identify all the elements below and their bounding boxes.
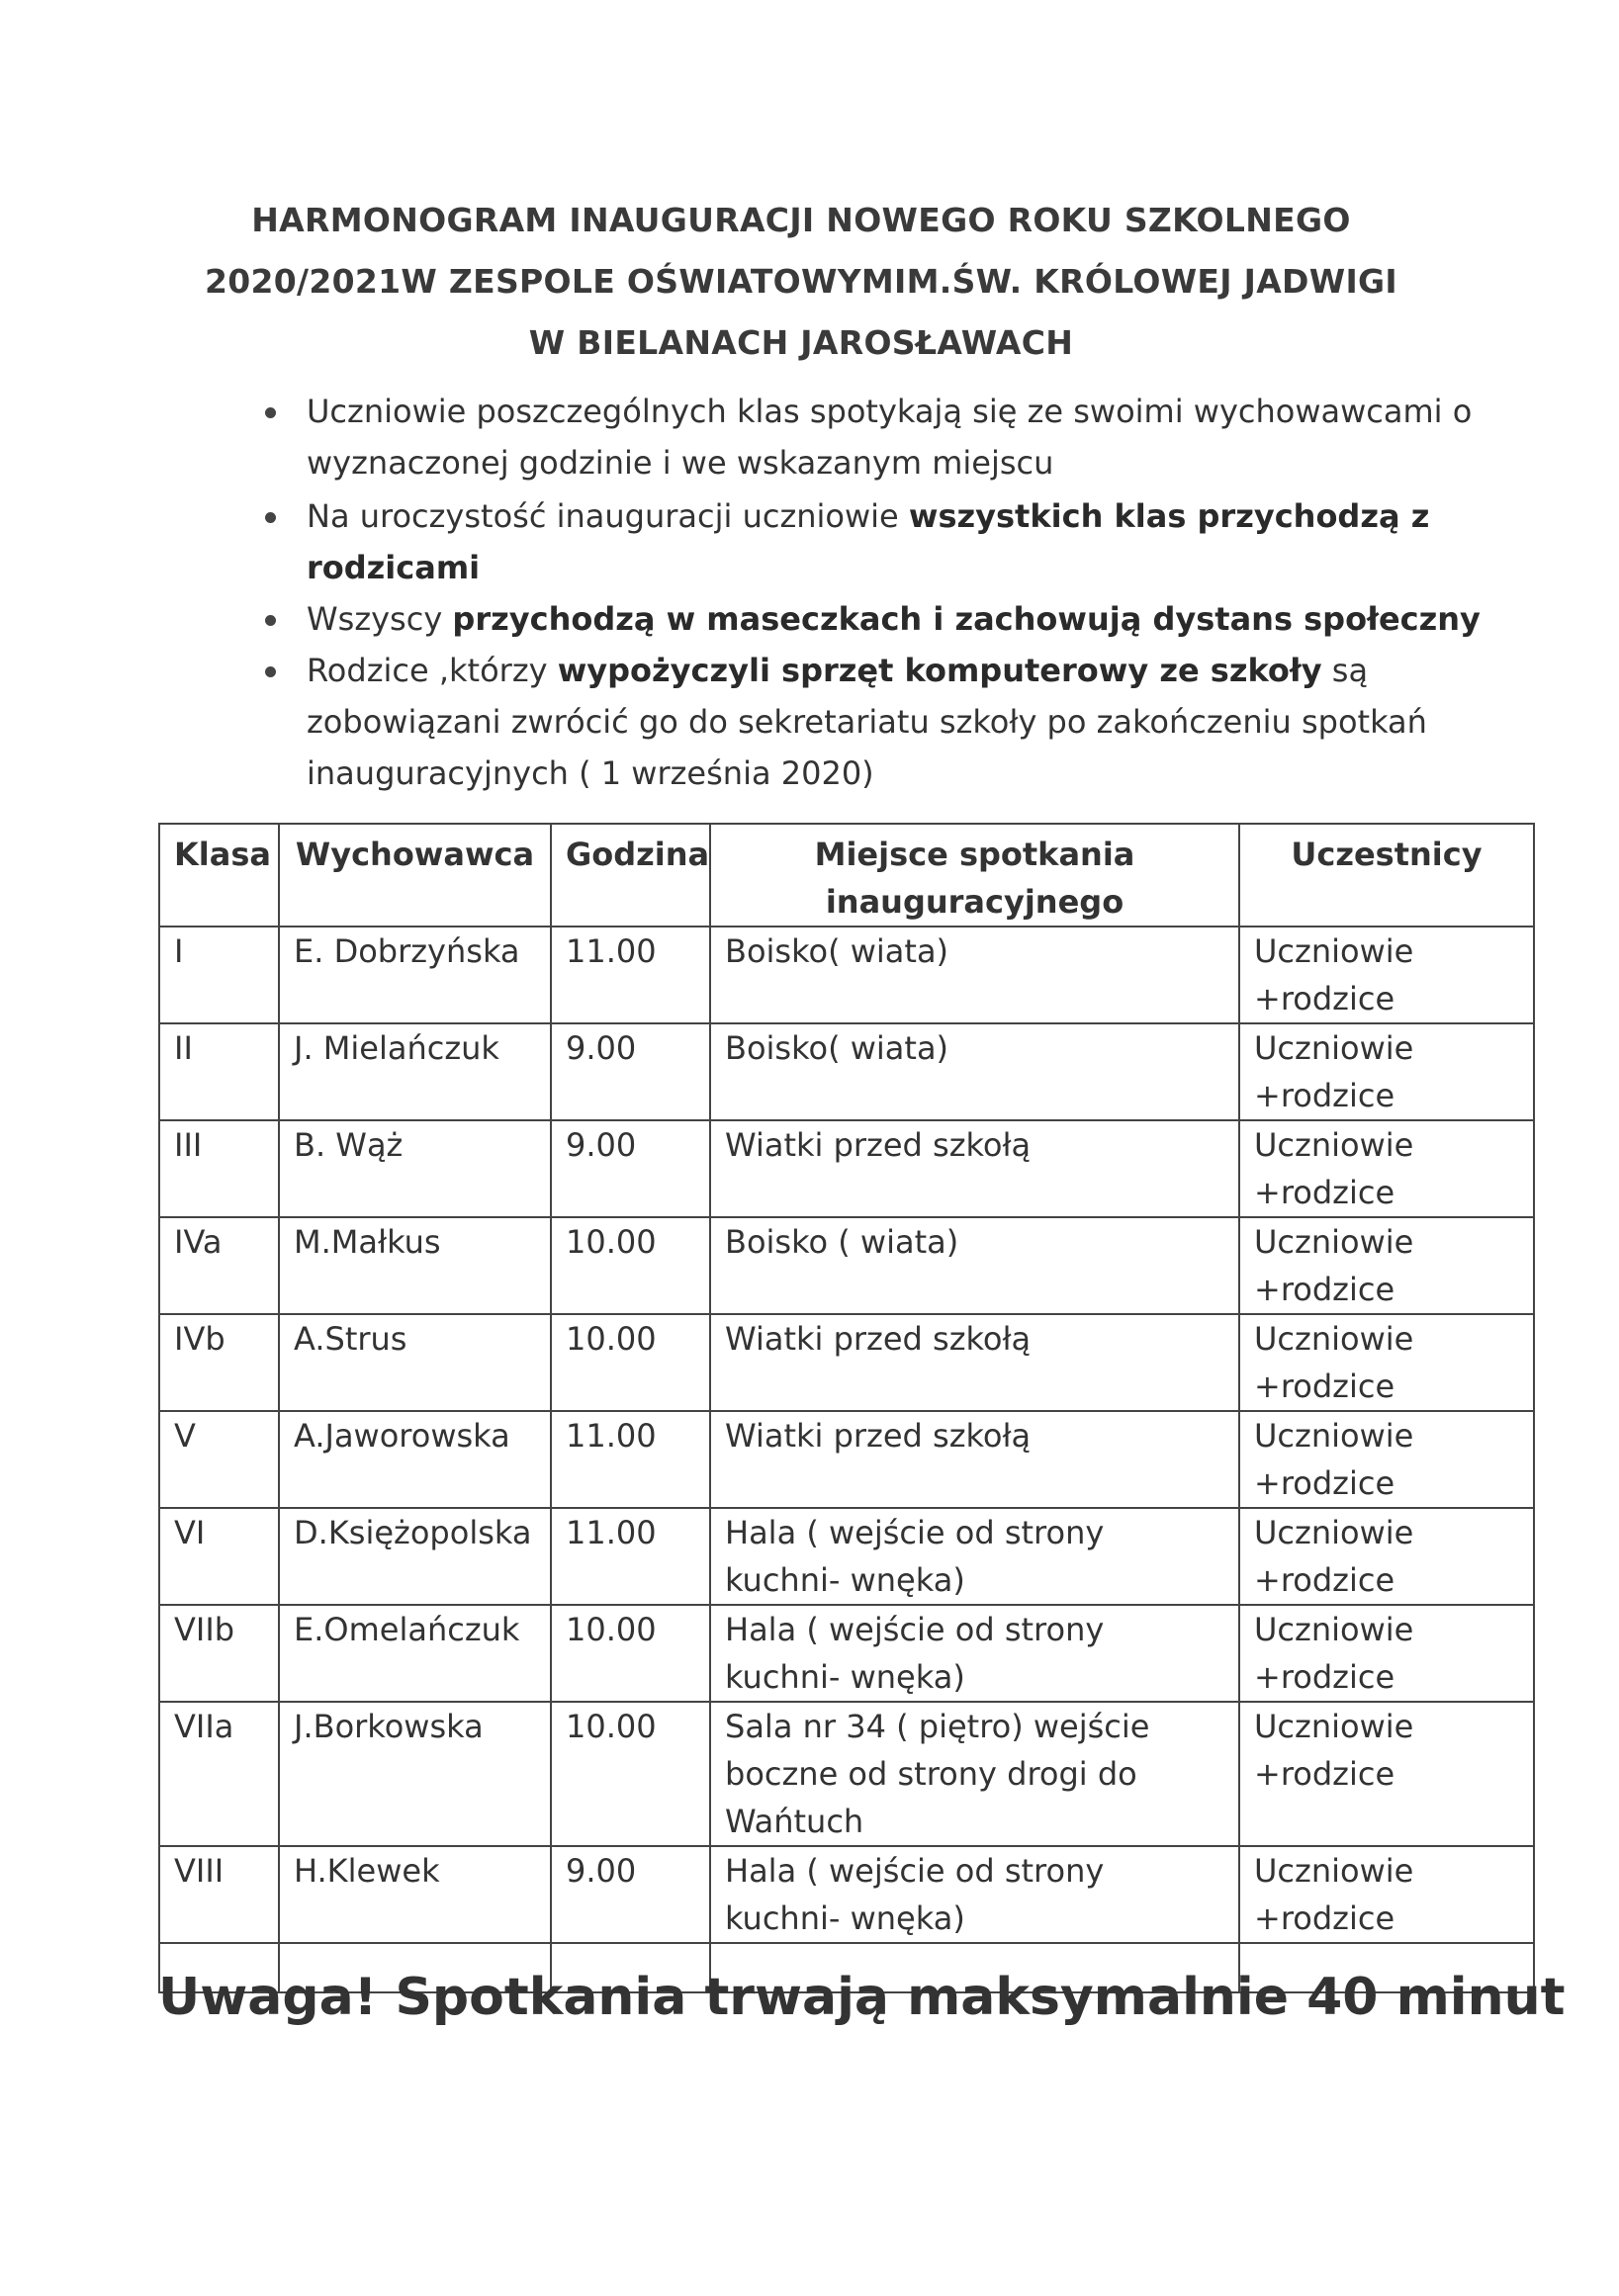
cell-uczestnicy: Uczniowie +rodzice — [1239, 1023, 1534, 1120]
cell-godzina: 11.00 — [551, 927, 710, 1023]
instruction-text: Rodzice ,którzy — [307, 652, 558, 689]
cell-miejsce: Boisko( wiata) — [710, 1023, 1239, 1120]
cell-klasa: III — [159, 1120, 279, 1217]
cell-miejsce: Wiatki przed szkołą — [710, 1411, 1239, 1508]
instruction-emphasis: wypożyczyli sprzęt komputerowy ze szkoły — [557, 652, 1322, 689]
instruction-text: Wszyscy — [307, 600, 453, 638]
table-row — [159, 1605, 1534, 1702]
bullet-dot-icon — [265, 666, 276, 677]
instructions-list — [257, 386, 1493, 799]
cell-uczestnicy: Uczniowie +rodzice — [1239, 1846, 1534, 1943]
cell-godzina: 10.00 — [551, 1702, 710, 1846]
cell-miejsce: Hala ( wejście od strony kuchni- wnęka) — [710, 1508, 1239, 1605]
instruction-item — [257, 490, 1493, 593]
cell-miejsce: Wiatki przed szkołą — [710, 1314, 1239, 1411]
cell-wychowawca: H.Klewek — [279, 1846, 551, 1943]
cell-godzina: 9.00 — [551, 1120, 710, 1217]
instruction-emphasis: przychodzą w maseczkach i zachowują dystans społeczny — [452, 600, 1481, 638]
instruction-item — [257, 645, 1493, 799]
table-row — [159, 1023, 1534, 1120]
cell-miejsce: Boisko ( wiata) — [710, 1217, 1239, 1314]
cell-godzina: 11.00 — [551, 1508, 710, 1605]
cell-uczestnicy: Uczniowie +rodzice — [1239, 1702, 1534, 1846]
instruction-item — [257, 386, 1493, 488]
cell-wychowawca: E.Omelańczuk — [279, 1605, 551, 1702]
instruction-item — [257, 593, 1493, 645]
cell-klasa: I — [159, 927, 279, 1023]
cell-miejsce: Hala ( wejście od strony kuchni- wnęka) — [710, 1605, 1239, 1702]
bullet-dot-icon — [265, 615, 276, 626]
table-header-row — [159, 824, 1534, 927]
cell-uczestnicy: Uczniowie +rodzice — [1239, 1314, 1534, 1411]
header-wychowawca: Wychowawca — [279, 824, 551, 927]
cell-klasa: V — [159, 1411, 279, 1508]
cell-miejsce: Hala ( wejście od strony kuchni- wnęka) — [710, 1846, 1239, 1943]
cell-klasa: VIIb — [159, 1605, 279, 1702]
cell-godzina: 10.00 — [551, 1605, 710, 1702]
cell-miejsce: Wiatki przed szkołą — [710, 1120, 1239, 1217]
cell-uczestnicy: Uczniowie +rodzice — [1239, 927, 1534, 1023]
instruction-text: Na uroczystość inauguracji uczniowie — [307, 497, 909, 535]
table-row — [159, 1702, 1534, 1846]
table-row — [159, 927, 1534, 1023]
cell-klasa: VI — [159, 1508, 279, 1605]
footer-notice: Uwaga! Spotkania trwają maksymalnie 40 minut — [158, 1968, 1566, 2027]
cell-wychowawca: J. Mielańczuk — [279, 1023, 551, 1120]
cell-wychowawca: A.Strus — [279, 1314, 551, 1411]
cell-godzina: 9.00 — [551, 1023, 710, 1120]
cell-wychowawca: B. Wąż — [279, 1120, 551, 1217]
cell-uczestnicy: Uczniowie +rodzice — [1239, 1411, 1534, 1508]
header-uczestnicy: Uczestnicy — [1239, 824, 1534, 927]
table-body — [159, 927, 1534, 1992]
cell-wychowawca: E. Dobrzyńska — [279, 927, 551, 1023]
cell-wychowawca: A.Jaworowska — [279, 1411, 551, 1508]
cell-uczestnicy: Uczniowie +rodzice — [1239, 1217, 1534, 1314]
bullet-dot-icon — [265, 407, 276, 418]
cell-klasa: IVb — [159, 1314, 279, 1411]
table-row — [159, 1508, 1534, 1605]
table-row — [159, 1217, 1534, 1314]
cell-miejsce: Boisko( wiata) — [710, 927, 1239, 1023]
cell-godzina: 10.00 — [551, 1217, 710, 1314]
cell-uczestnicy: Uczniowie +rodzice — [1239, 1120, 1534, 1217]
cell-klasa: VIII — [159, 1846, 279, 1943]
cell-miejsce: Sala nr 34 ( piętro) wejście boczne od strony drogi do Wańtuch — [710, 1702, 1239, 1846]
title-line-2: 2020/2021W ZESPOLE OŚWIATOWYMIM.ŚW. KRÓLOWEJ JADWIGI — [204, 262, 1397, 301]
cell-uczestnicy: Uczniowie +rodzice — [1239, 1508, 1534, 1605]
cell-godzina: 10.00 — [551, 1314, 710, 1411]
cell-wychowawca: J.Borkowska — [279, 1702, 551, 1846]
cell-klasa: II — [159, 1023, 279, 1120]
document-title — [158, 190, 1444, 374]
bullet-dot-icon — [265, 512, 276, 523]
header-godzina: Godzina — [551, 824, 710, 927]
schedule-table — [158, 823, 1535, 1993]
cell-godzina: 11.00 — [551, 1411, 710, 1508]
header-klasa: Klasa — [159, 824, 279, 927]
cell-klasa: VIIa — [159, 1702, 279, 1846]
instruction-text: są zobowiązani zwrócić go do sekretariatu szkoły po zakończeniu spotkań inauguracyjnych ( 1 września 2020) — [307, 652, 1427, 792]
table-row — [159, 1411, 1534, 1508]
cell-uczestnicy: Uczniowie +rodzice — [1239, 1605, 1534, 1702]
cell-klasa: IVa — [159, 1217, 279, 1314]
table-row — [159, 1846, 1534, 1943]
cell-wychowawca: D.Księżopolska — [279, 1508, 551, 1605]
table-row — [159, 1120, 1534, 1217]
title-line-3: W BIELANACH JAROSŁAWACH — [528, 323, 1074, 362]
instruction-text: Uczniowie poszczególnych klas spotykają się ze swoimi wychowawcami o wyznaczonej godzinie i we wskazanym miejscu — [307, 393, 1473, 482]
instruction-emphasis: wszystkich klas przychodzą z rodzicami — [307, 497, 1430, 586]
title-line-1: HARMONOGRAM INAUGURACJI NOWEGO ROKU SZKOLNEGO — [251, 201, 1351, 239]
cell-wychowawca: M.Małkus — [279, 1217, 551, 1314]
cell-godzina: 9.00 — [551, 1846, 710, 1943]
header-miejsce: Miejsce spotkania inauguracyjnego — [710, 824, 1239, 927]
table-row — [159, 1314, 1534, 1411]
